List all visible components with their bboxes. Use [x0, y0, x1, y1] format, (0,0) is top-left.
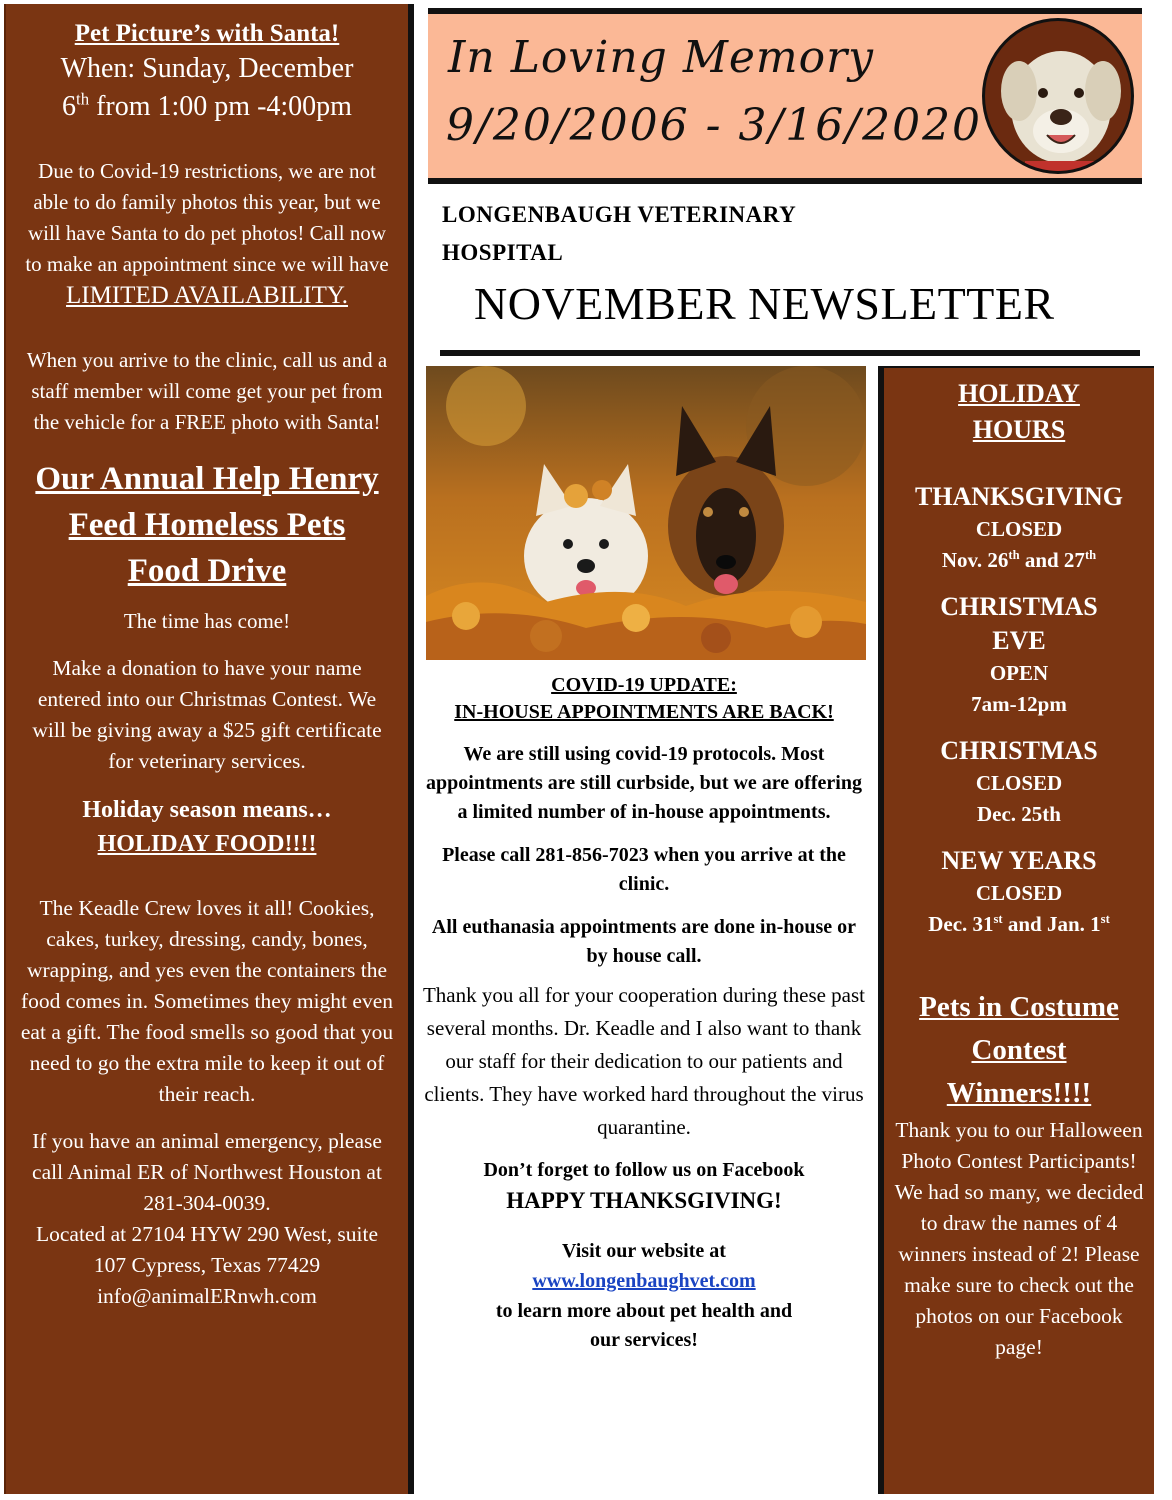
thanks-paragraph: Thank you all for your cooperation during these past several months. Dr. Keadle and I also want to thank our staff for their dedication to our patients and clients. They have worked hard throughout the virus quarantine. — [422, 983, 866, 1139]
food-drive-title: Our Annual Help Henry Feed Homeless Pets Food Drive — [35, 461, 379, 589]
euthanasia-paragraph: All euthanasia appointments are done in-house or by house call. — [431, 916, 857, 967]
thanksgiving-heading: THANKSGIVING — [914, 482, 1124, 511]
emergency-paragraph: If you have an animal emergency, please call Animal ER of Northwest Houston at 281-304-0039. — [32, 1129, 382, 1215]
hospital-name: LONGENBAUGH VETERINARY HOSPITAL — [442, 202, 796, 265]
new-years-heading: NEW YEARS — [941, 846, 1097, 875]
memorial-banner — [428, 8, 1142, 184]
donation-paragraph: Make a donation to have your name entered into our Christmas Contest. We will be giving away a $25 gift certificate for veterinary services. — [32, 656, 382, 773]
memorial-dates: 9/20/2006 - 3/16/2020 — [446, 100, 983, 151]
header-divider — [440, 350, 1140, 356]
christmas-heading: CHRISTMAS — [940, 736, 1098, 765]
location-paragraph: Located at 27104 HYW 290 West, suite 107 Cypress, Texas 77429 — [35, 1222, 378, 1277]
newsletter-title: NOVEMBER NEWSLETTER — [474, 278, 1055, 329]
thanksgiving-dates: Nov. 26th and 27th — [941, 548, 1097, 572]
memorial-dog-photo — [982, 18, 1134, 174]
covid-update-heading: COVID-19 UPDATE: — [551, 674, 737, 696]
christmas-date: Dec. 25th — [977, 802, 1061, 826]
memorial-title: In Loving Memory — [448, 32, 875, 83]
christmas-eve-status: OPEN — [989, 661, 1049, 685]
call-paragraph: Please call 281-856-7023 when you arrive at the clinic. — [442, 844, 846, 895]
christmas-eve-hours: 7am-12pm — [971, 692, 1067, 716]
left-sidebar — [4, 4, 414, 1494]
right-sidebar — [878, 366, 1154, 1494]
santa-when-line1: When: Sunday, December — [60, 53, 354, 84]
emergency-email: info@animalERnwh.com — [97, 1284, 317, 1308]
new-years-status: CLOSED — [975, 881, 1063, 905]
holiday-hours-heading: HOLIDAY HOURS — [958, 379, 1080, 444]
dogs-in-leaves-photo — [426, 366, 866, 660]
time-has-come: The time has come! — [123, 609, 291, 633]
new-years-dates: Dec. 31st and Jan. 1st — [928, 912, 1110, 936]
costume-contest-paragraph: Thank you to our Halloween Photo Contest Participants! We had so many, we decided to draw the names of 4 winners instead of 2! Please make sure to check out the photos on our Facebook page! — [894, 1118, 1144, 1359]
learn-more-line: to learn more about pet health and our services! — [495, 1300, 793, 1351]
costume-contest-heading: Pets in Costume Contest Winners!!!! — [919, 991, 1119, 1109]
website-link[interactable]: www.longenbaughvet.com — [532, 1270, 756, 1292]
holiday-food-heading: HOLIDAY FOOD!!!! — [97, 831, 317, 857]
christmas-eve-heading: CHRISTMAS EVE — [940, 592, 1098, 655]
covid-paragraph: Due to Covid-19 restrictions, we are not able to do family photos this year, but we will have Santa to do pet photos! Call now to make an appointment since we will have — [25, 159, 389, 276]
christmas-status: CLOSED — [975, 771, 1063, 795]
arrival-paragraph: When you arrive to the clinic, call us and a staff member will come get your pet from the vehicle for a FREE photo with Santa! — [26, 348, 388, 434]
thanksgiving-status: CLOSED — [975, 517, 1063, 541]
facebook-line: Don’t forget to follow us on Facebook — [483, 1159, 805, 1181]
in-house-heading: IN-HOUSE APPOINTMENTS ARE BACK! — [454, 701, 834, 723]
visit-line: Visit our website at — [562, 1240, 726, 1262]
santa-when-line2: 6th from 1:00 pm -4:00pm — [62, 89, 352, 122]
santa-title: Pet Picture’s with Santa! — [74, 20, 340, 47]
holiday-season-heading: Holiday season means… — [82, 797, 332, 823]
keadle-paragraph: The Keadle Crew loves it all! Cookies, cakes, turkey, dressing, candy, bones, wrapping, and yes even the containers the food comes in. Sometimes they might even eat a gift. The food smells so good that you need to go the extra mile to keep it out of their reach. — [20, 896, 394, 1106]
protocols-paragraph: We are still using covid-19 protocols. Most appointments are still curbside, but we are offering a limited number of in-house appointments. — [426, 743, 862, 823]
happy-thanksgiving: HAPPY THANKSGIVING! — [506, 1188, 782, 1213]
limited-availability: LIMITED AVAILABILITY. — [66, 282, 348, 309]
center-column — [420, 672, 868, 1355]
